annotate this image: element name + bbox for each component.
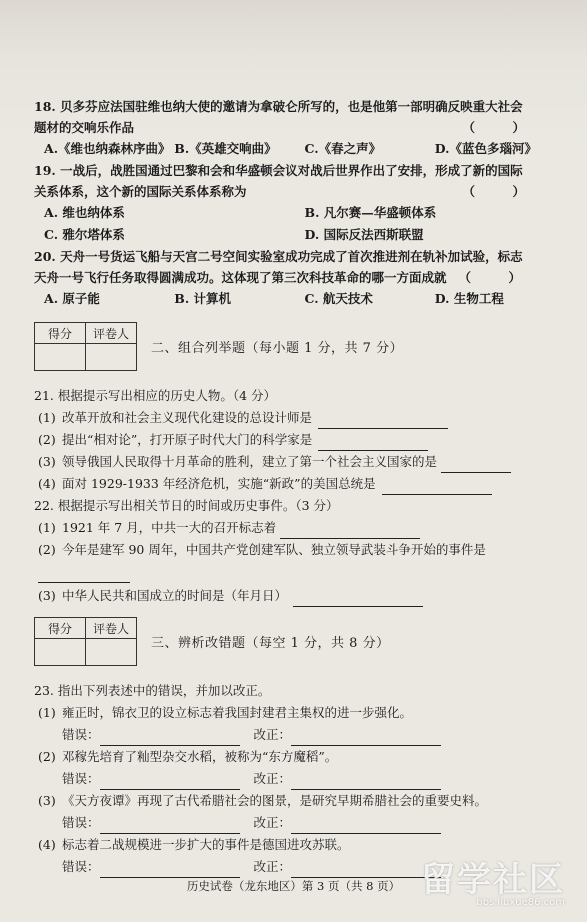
watermark-logo xyxy=(421,852,565,908)
q23-item-4: (4) 标志着二战规模进一步扩大的事件是德国进攻苏联。 xyxy=(38,837,350,852)
q18-options xyxy=(34,138,565,160)
q22-item-3: (3) 中华人民共和国成立的时间是（年月日） xyxy=(34,585,565,607)
watermark-url: bbs.liuxue86.com xyxy=(476,897,565,908)
q23-stem: 23. 指出下列表述中的错误，并加以改正。 xyxy=(34,683,271,698)
reviewer-cell[interactable] xyxy=(86,344,137,371)
q18-option-a: A.《维也纳森林序曲》 xyxy=(44,141,171,156)
q21-answer-3[interactable] xyxy=(441,458,511,473)
q20-option-d: D. 生物工程 xyxy=(434,291,504,306)
q19-option-b: B. 凡尔赛—华盛顿体系 xyxy=(304,205,437,220)
q21-item-4: (4) 面对 1929-1933 年经济危机，实施“新政”的美国总统是 xyxy=(34,473,565,495)
question-20 xyxy=(34,246,565,288)
q22-answer-2[interactable] xyxy=(38,568,130,583)
q21-answer-4[interactable] xyxy=(382,480,492,495)
watermark-main: 留学社区 xyxy=(421,860,565,900)
section-2-score-box xyxy=(34,322,137,371)
q18-option-c: C.《春之声》 xyxy=(304,141,382,156)
reviewer-label: 评卷人 xyxy=(86,323,137,344)
section-3-title: 三、辨析改错题（每空 1 分，共 8 分） xyxy=(151,636,390,651)
score-label: 得分 xyxy=(35,618,86,639)
q23-answer-row-1: 错误： 改正： xyxy=(34,724,565,746)
q23-error-1[interactable] xyxy=(100,731,240,746)
q23-answer-row-4: 错误： 改正： xyxy=(34,856,565,878)
q23-answer-row-3: 错误： 改正： xyxy=(34,812,565,834)
reviewer-label: 评卷人 xyxy=(86,618,137,639)
q18-option-b: B.《英雄交响曲》 xyxy=(174,141,277,156)
q20-options xyxy=(34,288,565,310)
q22-item-2: (2) 今年是建军 90 周年，中国共产党创建军队、独立领导武装斗争开始的事件是 xyxy=(38,542,486,557)
q19-option-a: A. 维也纳体系 xyxy=(44,205,125,220)
q23-fix-4[interactable] xyxy=(291,863,441,878)
section-2-title: 二、组合列举题（每小题 1 分，共 7 分） xyxy=(151,341,404,356)
page-footer: 历史试卷（龙东地区）第 3 页（共 8 页） xyxy=(186,879,401,893)
q23-fix-3[interactable] xyxy=(291,819,441,834)
section-3-score-box xyxy=(34,617,137,666)
question-18 xyxy=(34,96,565,138)
q18-line1: 18. 贝多芬应法国驻维也纳大使的邀请为拿破仑所写的，也是他第一部明确反映重大社会 xyxy=(34,99,523,114)
q19-line2: 关系体系，这个新的国际关系体系称为 xyxy=(34,184,247,199)
q23-fix-2[interactable] xyxy=(291,775,441,790)
q18-answer-paren: （ ） xyxy=(462,120,525,135)
q18-line2: 题材的交响乐作品 xyxy=(34,120,135,135)
q20-answer-paren: （ ） xyxy=(458,270,521,285)
q19-option-d: D. 国际反法西斯联盟 xyxy=(304,227,424,242)
score-cell[interactable] xyxy=(35,639,86,666)
q19-option-c: C. 雅尔塔体系 xyxy=(44,227,125,242)
q21-item-1: (1) 改革开放和社会主义现代化建设的总设计师是 xyxy=(34,407,565,429)
q23-answer-row-2: 错误： 改正： xyxy=(34,768,565,790)
q23-error-2[interactable] xyxy=(100,775,240,790)
q20-option-c: C. 航天技术 xyxy=(304,291,373,306)
q21-answer-1[interactable] xyxy=(318,414,448,429)
q22-stem: 22. 根据提示写出相关节日的时间或历史事件。（3 分） xyxy=(34,498,339,513)
q22-item-1: (1) 1921 年 7 月，中共一大的召开标志着 xyxy=(34,517,565,539)
q20-line1: 20. 天舟一号货运飞船与天宫二号空间实验室成功完成了首次推进剂在轨补加试验，标志 xyxy=(34,249,523,264)
q22-answer-1[interactable] xyxy=(280,524,420,539)
section-3-header xyxy=(34,617,565,666)
q20-line2: 天舟一号飞行任务取得圆满成功。这体现了第三次科技革命的哪一方面成就 xyxy=(34,270,447,285)
q19-answer-paren: （ ） xyxy=(462,184,525,199)
q21-item-2: (2) 提出“相对论”，打开原子时代大门的科学家是 xyxy=(34,429,565,451)
q23-fix-1[interactable] xyxy=(291,731,441,746)
q22-answer-3[interactable] xyxy=(293,592,423,607)
q23-error-4[interactable] xyxy=(100,863,240,878)
q23-item-3: (3) 《天方夜谭》再现了古代希腊社会的图景，是研究早期希腊社会的重要史料。 xyxy=(38,793,488,808)
q21-stem: 21. 根据提示写出相应的历史人物。（4 分） xyxy=(34,388,277,403)
q20-option-a: A. 原子能 xyxy=(44,291,100,306)
q19-line1: 19. 一战后，战胜国通过巴黎和会和华盛顿会议对战后世界作出了安排，形成了新的国际 xyxy=(34,163,523,178)
question-19 xyxy=(34,160,565,202)
q18-option-d: D.《蓝色多瑙河》 xyxy=(434,141,537,156)
q23-item-2: (2) 邓稼先培育了籼型杂交水稻，被称为“东方魔稻”。 xyxy=(38,749,338,764)
q20-option-b: B. 计算机 xyxy=(174,291,232,306)
q23-item-1: (1) 雍正时，锦衣卫的设立标志着我国封建君主集权的进一步强化。 xyxy=(38,705,413,720)
q21-item-3: (3) 领导俄国人民取得十月革命的胜利，建立了第一个社会主义国家的是 xyxy=(34,451,565,473)
q21-answer-2[interactable] xyxy=(318,436,428,451)
score-label: 得分 xyxy=(35,323,86,344)
reviewer-cell[interactable] xyxy=(86,639,137,666)
q19-options xyxy=(34,202,565,246)
section-2-header xyxy=(34,322,565,371)
score-cell[interactable] xyxy=(35,344,86,371)
q23-error-3[interactable] xyxy=(100,819,240,834)
